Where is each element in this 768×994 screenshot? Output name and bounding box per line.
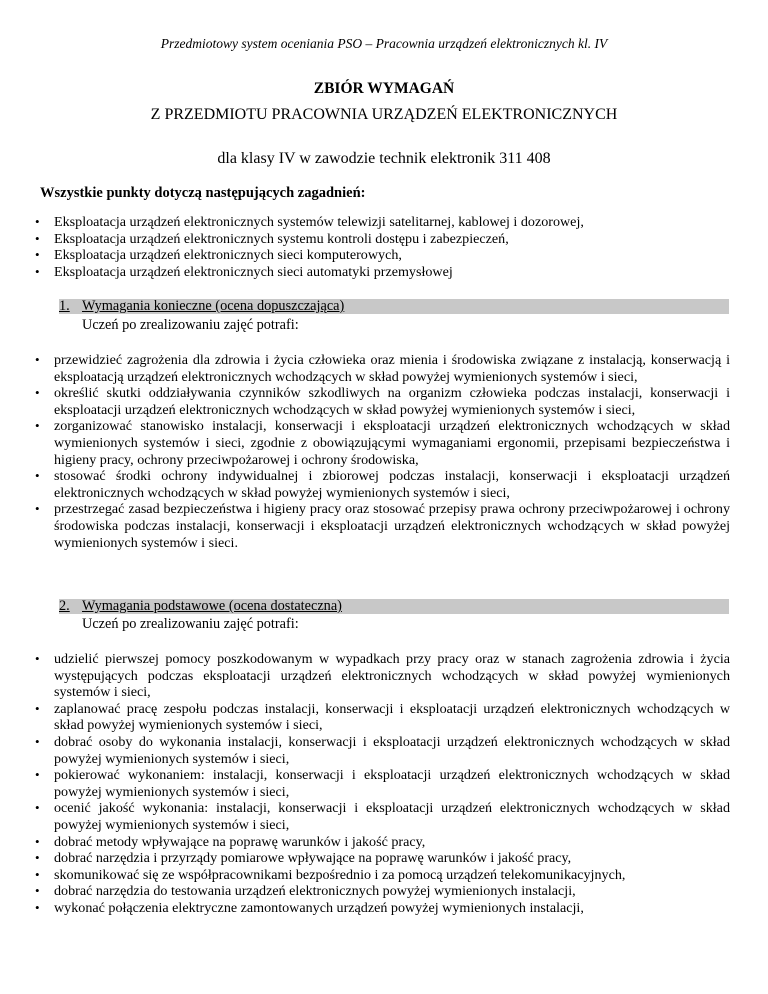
- section-lead-1: Uczeń po zrealizowaniu zajęć potrafi:: [82, 317, 299, 333]
- list-item: • zorganizować stanowisko instalacji, konserwacji i eksploatacji urządzeń elektronicznych wchodzących w skład wymienionych systemów i sieci, zgodnie z obowiązującymi wymaganiami ergonomii, przepisami bezpieczeństwa i higieny pracy, ochrony przeciwpożarowej i ochrony środowiska,: [34, 418, 730, 468]
- section-heading-text: Wymagania konieczne (ocena dopuszczająca): [82, 298, 345, 314]
- list-item: • Eksploatacja urządzeń elektronicznych sieci komputerowych,: [34, 247, 730, 264]
- intro-heading: Wszystkie punkty dotyczą następujących zagadnień:: [40, 185, 366, 201]
- list-item: • określić skutki oddziaływania czynników szkodliwych na organizm człowieka podczas instalacji, konserwacji i eksploatacji urządzeń elektronicznych wchodzących w skład powyżej wymienionych systemów i sieci,: [34, 385, 730, 418]
- list-item: • ocenić jakość wykonania: instalacji, konserwacji i eksploatacji urządzeń elektronicznych wchodzących w skład powyżej wymienionych systemów i sieci,: [34, 800, 730, 833]
- list-item: • dobrać narzędzia do testowania urządzeń elektronicznych powyżej wymienionych instalacji,: [34, 883, 730, 900]
- list-item: • Eksploatacja urządzeń elektronicznych systemów telewizji satelitarnej, kablowej i dozorowej,: [34, 214, 730, 231]
- document-title: ZBIÓR WYMAGAŃ: [313, 80, 455, 97]
- class-line: dla klasy IV w zawodzie technik elektronik 311 408: [217, 150, 551, 167]
- section-number: 1.: [59, 298, 70, 314]
- list-item: • przestrzegać zasad bezpieczeństwa i higieny pracy oraz stosować przepisy prawa ochrony przeciwpożarowej i ochrony środowiska podczas instalacji, konserwacji i eksploatacji urządzeń elektronicznych wchodzących w skład powyżej wymienionych systemów i sieci.: [34, 501, 730, 551]
- requirements-list-2: [34, 651, 730, 917]
- list-item: • zaplanować pracę zespołu podczas instalacji, konserwacji i eksploatacji urządzeń elektronicznych wchodzących w skład powyżej wymienionych systemów i sieci,: [34, 701, 730, 734]
- section-heading-1: [59, 299, 729, 314]
- section-heading-2: [59, 599, 729, 614]
- list-item: • skomunikować się ze współpracownikami bezpośrednio i za pomocą urządzeń telekomunikacyjnych,: [34, 867, 730, 884]
- list-item: • dobrać metody wpływające na poprawę warunków i jakość pracy,: [34, 834, 730, 851]
- list-item: • wykonać połączenia elektryczne zamontowanych urządzeń powyżej wymienionych instalacji,: [34, 900, 730, 917]
- section-heading-text: Wymagania podstawowe (ocena dostateczna): [82, 598, 342, 614]
- document-subtitle: Z PRZEDMIOTU PRACOWNIA URZĄDZEŃ ELEKTRONICZNYCH: [150, 106, 618, 123]
- section-number: 2.: [59, 598, 70, 614]
- list-item: • Eksploatacja urządzeń elektronicznych sieci automatyki przemysłowej: [34, 264, 730, 281]
- topics-list: [34, 214, 730, 280]
- requirements-list-1: [34, 352, 730, 551]
- list-item: • dobrać osoby do wykonania instalacji, konserwacji i eksploatacji urządzeń elektronicznych wchodzących w skład powyżej wymienionych systemów i sieci,: [34, 734, 730, 767]
- running-header: Przedmiotowy system oceniania PSO – Pracownia urządzeń elektronicznych kl. IV: [160, 36, 608, 51]
- list-item: • Eksploatacja urządzeń elektronicznych systemu kontroli dostępu i zabezpieczeń,: [34, 231, 730, 248]
- list-item: • przewidzieć zagrożenia dla zdrowia i życia człowieka oraz mienia i środowiska związane z instalacją, konserwacją i eksploatacją urządzeń elektronicznych wchodzących w skład powyżej wymienionych systemów i sieci,: [34, 352, 730, 385]
- section-lead-2: Uczeń po zrealizowaniu zajęć potrafi:: [82, 616, 299, 632]
- list-item: • udzielić pierwszej pomocy poszkodowanym w wypadkach przy pracy oraz w stanach zagrożenia zdrowia i życia występujących podczas eksploatacji urządzeń elektronicznych wchodzących w skład powyżej wymienionych systemów i sieci,: [34, 651, 730, 701]
- list-item: • pokierować wykonaniem: instalacji, konserwacji i eksploatacji urządzeń elektronicznych wchodzących w skład powyżej wymienionych systemów i sieci,: [34, 767, 730, 800]
- list-item: • stosować środki ochrony indywidualnej i zbiorowej podczas instalacji, konserwacji i eksploatacji urządzeń elektronicznych wchodzących w skład powyżej wymienionych systemów i sieci,: [34, 468, 730, 501]
- list-item: • dobrać narzędzia i przyrządy pomiarowe wpływające na poprawę warunków i jakość pracy,: [34, 850, 730, 867]
